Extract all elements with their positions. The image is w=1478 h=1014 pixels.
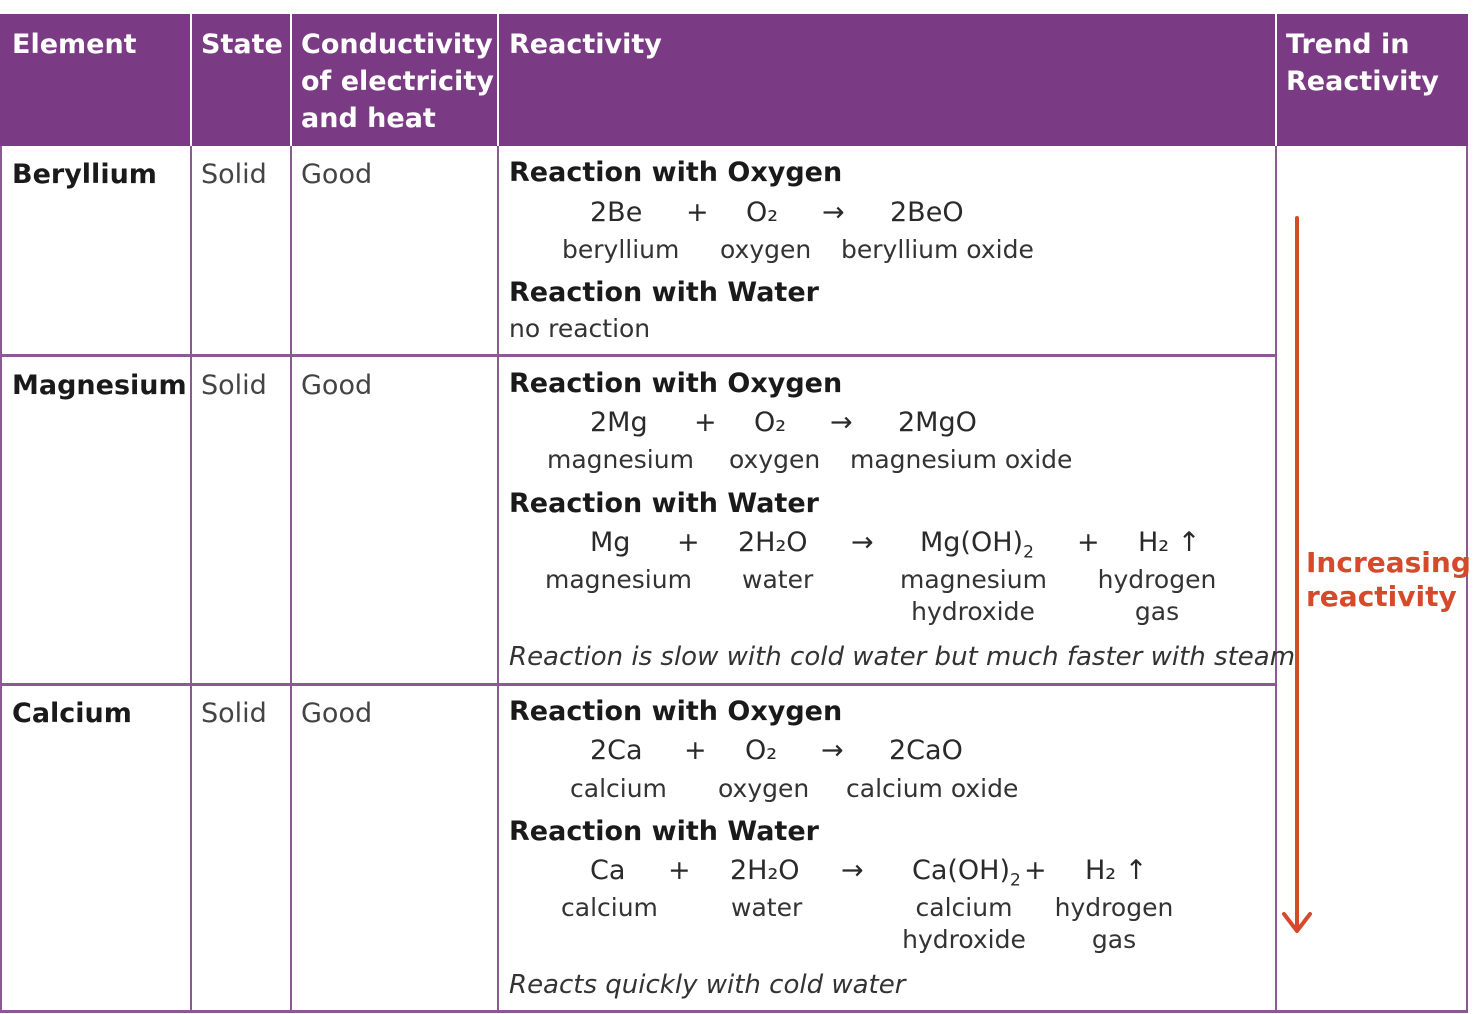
product-name: magnesium oxide [850, 445, 1073, 474]
state-value: Solid [201, 698, 267, 729]
column-divider [290, 146, 292, 1012]
product-formula: 2BeO [890, 197, 964, 228]
yields-arrow: → [821, 735, 844, 766]
header-conductivity-line: of electricity [301, 66, 494, 97]
header-reactivity: Reactivity [509, 29, 662, 60]
product-name [902, 892, 1026, 956]
plus-sign: + [1024, 855, 1047, 886]
oxygen-reaction-heading: Reaction with Oxygen [509, 368, 843, 399]
header-conductivity-line: Conductivity [301, 29, 493, 60]
plus-sign: + [668, 855, 691, 886]
reactant-name: water [731, 893, 803, 922]
header-conductivity [301, 26, 494, 137]
reactant-formula: Mg [590, 527, 631, 558]
product-formula [912, 855, 1021, 890]
row-divider [0, 683, 1277, 686]
element-name: Magnesium [12, 370, 187, 401]
header-divider [1275, 14, 1277, 146]
yields-arrow: → [841, 855, 864, 886]
product-formula: H₂ ↑ [1138, 527, 1201, 558]
reactant-formula: O₂ [746, 197, 779, 228]
subscript: 2 [1010, 870, 1021, 891]
oxygen-reaction-heading: Reaction with Oxygen [509, 157, 843, 188]
reactant-name: oxygen [729, 445, 821, 474]
reactant-name: calcium [570, 774, 667, 803]
column-divider [1275, 146, 1277, 1012]
product-name-line: hydroxide [911, 597, 1035, 626]
water-reaction-text: no reaction [509, 314, 651, 343]
subscript: 2 [1023, 542, 1034, 563]
reactant-name: oxygen [720, 235, 812, 264]
product-formula [920, 527, 1034, 562]
header-divider [290, 14, 292, 146]
element-name: Calcium [12, 698, 132, 729]
product-formula: 2CaO [889, 735, 963, 766]
water-reaction-heading: Reaction with Water [509, 488, 819, 519]
plus-sign: + [694, 407, 717, 438]
plus-sign: + [684, 735, 707, 766]
yields-arrow: → [851, 527, 874, 558]
product-name: beryllium oxide [841, 235, 1034, 264]
yields-arrow: → [830, 407, 853, 438]
header-trend [1286, 26, 1439, 100]
state-value: Solid [201, 159, 267, 190]
reactant-formula: O₂ [754, 407, 787, 438]
header-state: State [201, 29, 283, 60]
plus-sign: + [677, 527, 700, 558]
conductivity-value: Good [301, 370, 373, 401]
product-name-line: hydrogen [1054, 893, 1174, 922]
product-formula-base: Mg(OH) [920, 527, 1024, 558]
reactant-formula: 2H₂O [730, 855, 800, 886]
product-formula-base: Ca(OH) [912, 855, 1011, 886]
reactant-name: calcium [561, 893, 658, 922]
product-name [900, 564, 1046, 628]
plus-sign: + [1077, 527, 1100, 558]
conductivity-value: Good [301, 698, 373, 729]
water-reaction-heading: Reaction with Water [509, 816, 819, 847]
product-name-line: hydrogen [1097, 565, 1217, 594]
product-formula: H₂ ↑ [1085, 855, 1148, 886]
water-reaction-heading: Reaction with Water [509, 277, 819, 308]
column-divider [0, 146, 2, 1012]
product-name-line: gas [1134, 597, 1180, 626]
conductivity-value: Good [301, 159, 373, 190]
product-name-line: gas [1091, 925, 1137, 954]
product-name [1096, 564, 1218, 628]
product-name-line: magnesium [900, 565, 1047, 594]
trend-label-line: Increasing [1306, 546, 1471, 579]
product-name [1053, 892, 1175, 956]
oxygen-reaction-heading: Reaction with Oxygen [509, 696, 843, 727]
reactant-formula: O₂ [745, 735, 778, 766]
trend-label [1306, 546, 1471, 614]
header-trend-line: Trend in [1286, 29, 1410, 60]
yields-arrow: → [822, 197, 845, 228]
trend-label-line: reactivity [1306, 580, 1457, 613]
state-value: Solid [201, 370, 267, 401]
reactant-name: magnesium [545, 565, 692, 594]
header-trend-line: Reactivity [1286, 66, 1439, 97]
column-divider [497, 146, 499, 1012]
row-divider [0, 354, 1277, 357]
reactant-name: water [742, 565, 814, 594]
product-formula: 2MgO [898, 407, 977, 438]
reactant-formula: 2H₂O [738, 527, 808, 558]
reactant-name: magnesium [547, 445, 694, 474]
header-divider [190, 14, 192, 146]
product-name-line: hydroxide [902, 925, 1026, 954]
element-name: Beryllium [12, 159, 157, 190]
reactant-name: oxygen [718, 774, 810, 803]
reaction-note: Reaction is slow with cold water but much faster with steam [509, 642, 1296, 672]
header-conductivity-line: and heat [301, 103, 436, 134]
reactant-formula: 2Ca [590, 735, 643, 766]
row-divider [0, 1010, 1468, 1013]
reactant-formula: Ca [590, 855, 626, 886]
column-divider [190, 146, 192, 1012]
plus-sign: + [686, 197, 709, 228]
header-element: Element [12, 29, 137, 60]
product-name-line: calcium [915, 893, 1013, 922]
reaction-note: Reacts quickly with cold water [509, 970, 906, 1000]
reactant-formula: 2Be [590, 197, 643, 228]
product-name: calcium oxide [846, 774, 1019, 803]
header-divider [497, 14, 499, 146]
reactant-formula: 2Mg [590, 407, 648, 438]
reactant-name: beryllium [562, 235, 680, 264]
